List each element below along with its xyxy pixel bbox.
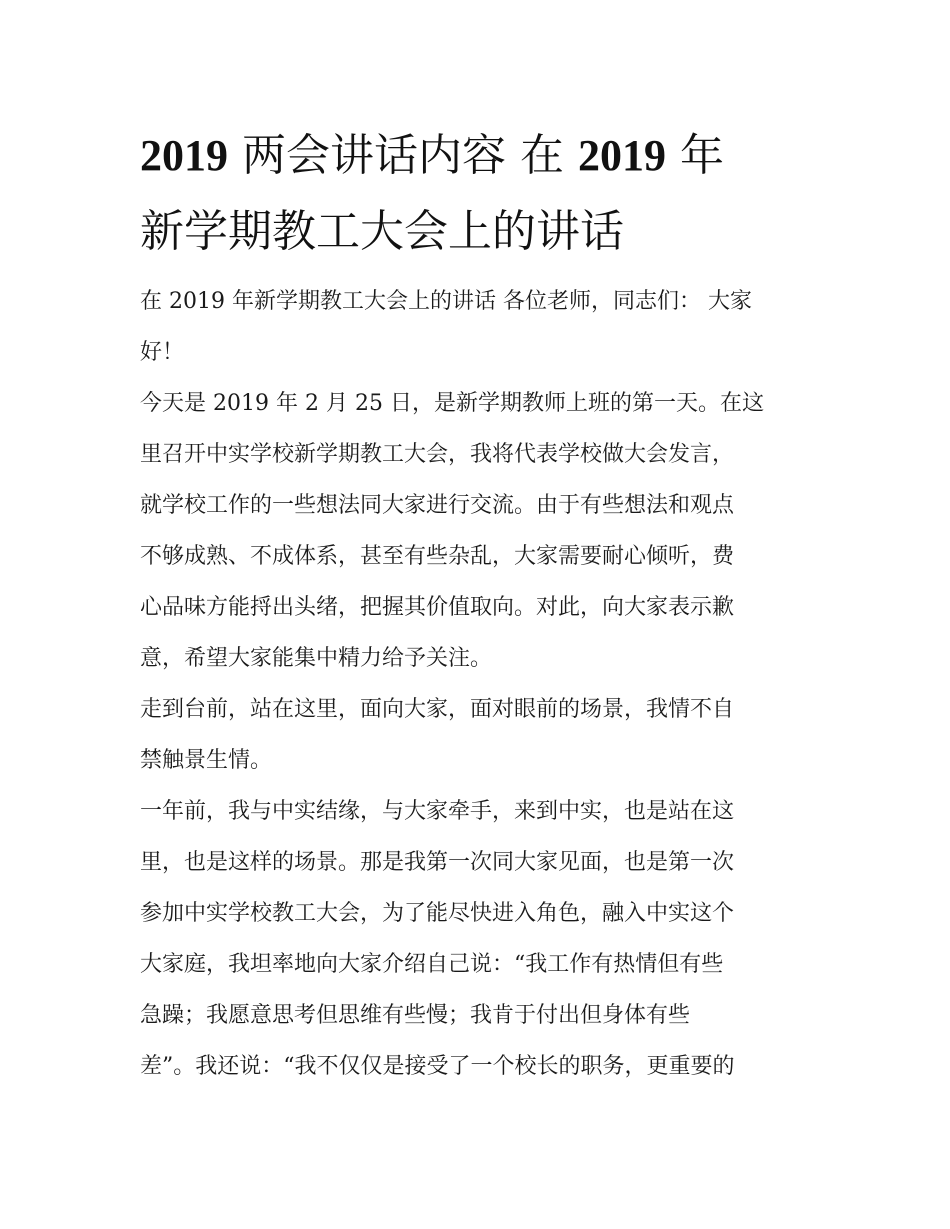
body-line: 就学校工作的一些想法同大家进行交流。由于有些想法和观点 <box>140 493 735 518</box>
body-line: 差”。我还说：“我不仅仅是接受了一个校长的职务，更重要的 <box>140 1054 735 1079</box>
body-line: 一年前，我与中实结缘，与大家牵手，来到中实，也是站在这 <box>140 799 735 824</box>
document-title <box>140 118 820 270</box>
body-line: 在 2019 年新学期教工大会上的讲话 各位老师，同志们： 大家 <box>140 289 752 314</box>
body-line: 好！ <box>140 340 185 365</box>
body-line: 禁触景生情。 <box>140 748 273 773</box>
body-line: 里，也是这样的场景。那是我第一次同大家见面，也是第一次 <box>140 850 735 875</box>
title-year-2: 2019 <box>577 131 666 180</box>
body-line: 不够成熟、不成体系，甚至有些杂乱，大家需要耐心倾听，费 <box>140 544 735 569</box>
title-line-1 <box>140 118 820 194</box>
body-line: 急躁；我愿意思考但思维有些慢；我肯于付出但身体有些 <box>140 1003 691 1028</box>
body-line: 参加中实学校教工大会，为了能尽快进入角色，融入中实这个 <box>140 901 735 926</box>
title-year: 2019 <box>140 131 228 180</box>
body-line: 心品味方能捋出头绪，把握其价值取向。对此，向大家表示歉 <box>140 595 735 620</box>
body-line: 大家庭，我坦率地向大家介绍自己说：“我工作有热情但有些 <box>140 952 724 977</box>
document-body <box>140 276 820 1092</box>
title-line-2: 新学期教工大会上的讲话 <box>140 206 624 257</box>
body-line: 走到台前，站在这里，面向大家，面对眼前的场景，我情不自 <box>140 697 735 722</box>
title-text-1: 两会讲话内容 在 <box>228 130 578 181</box>
body-line: 今天是 2019 年 2 月 25 日，是新学期教师上班的第一天。在这 <box>140 391 764 416</box>
title-suffix-1: 年 <box>665 130 724 181</box>
body-line: 意，希望大家能集中精力给予关注。 <box>140 646 493 671</box>
body-line: 里召开中实学校新学期教工大会，我将代表学校做大会发言， <box>140 442 735 467</box>
